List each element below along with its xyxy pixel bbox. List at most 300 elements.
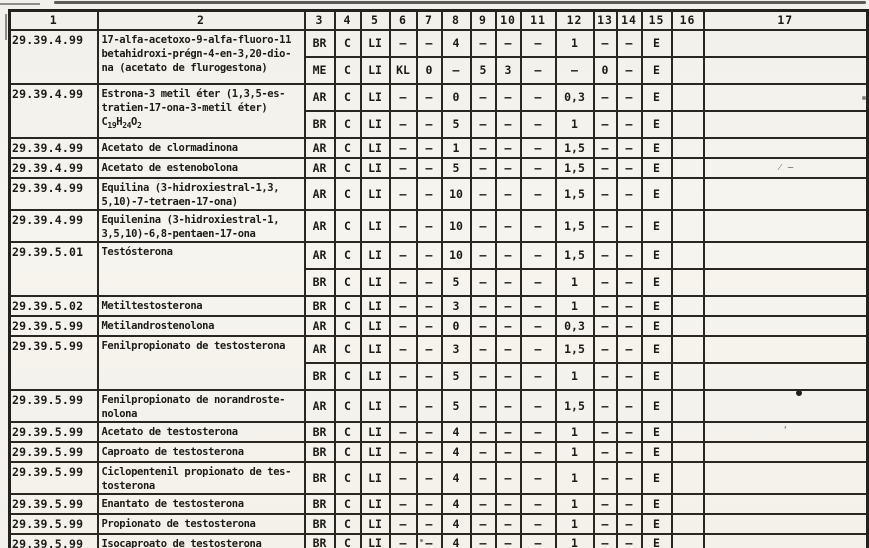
cell-col-3: BR [305, 462, 335, 494]
cell-col-8: 10 [442, 242, 471, 269]
substance-name-line: Metiltestosterona [101, 299, 203, 312]
cell-col-12: 1 [556, 422, 594, 442]
cell-col-13: – [594, 111, 617, 138]
cell-col-17 [704, 442, 868, 462]
cell-col-17 [704, 30, 868, 57]
code-cell: 29.39.4.99 [10, 178, 98, 210]
cell-col-17 [704, 534, 868, 548]
cell-col-11: – [521, 178, 556, 210]
cell-col-4: C [335, 336, 361, 363]
cell-col-14: – [617, 514, 642, 534]
cell-col-11: – [521, 84, 556, 111]
cell-col-17 [704, 316, 868, 336]
code-cell: 29.39.5.99 [10, 390, 98, 422]
cell-col-12: 1,5 [556, 158, 594, 178]
header-col-15: 15 [642, 11, 672, 30]
substance-name-cell [98, 296, 305, 316]
cell-col-5: LI [361, 363, 390, 390]
cell-col-15: E [642, 111, 672, 138]
cell-col-8: 10 [442, 178, 471, 210]
cell-col-15: E [642, 269, 672, 296]
cell-col-7: – [417, 242, 442, 269]
cell-col-13: – [594, 336, 617, 363]
code-cell: 29.39.5.99 [10, 514, 98, 534]
cell-col-9: – [471, 336, 496, 363]
table-header [10, 11, 868, 30]
code-cell: 29.39.5.99 [10, 442, 98, 462]
table-row [10, 514, 868, 534]
substance-name-line: na (acetato de flurogestona) [101, 61, 268, 74]
cell-col-5: LI [361, 494, 390, 514]
cell-col-16 [672, 390, 704, 422]
cell-col-13: – [594, 30, 617, 57]
cell-col-11: – [521, 296, 556, 316]
substance-name-line: nolona [101, 407, 138, 420]
code-cell: 29.39.5.99 [10, 462, 98, 494]
cell-col-13: – [594, 178, 617, 210]
substance-name-cell [98, 178, 305, 210]
cell-col-4: C [335, 138, 361, 158]
cell-col-7: – [417, 336, 442, 363]
cell-col-15: E [642, 494, 672, 514]
cell-col-9: – [471, 390, 496, 422]
cell-col-6: – [390, 494, 417, 514]
substance-name-cell [98, 494, 305, 514]
header-col-5: 5 [361, 11, 390, 30]
cell-col-3: BR [305, 111, 335, 138]
cell-col-8: 10 [442, 210, 471, 242]
cell-col-16 [672, 494, 704, 514]
header-col-17: 17 [704, 11, 868, 30]
cell-col-16 [672, 138, 704, 158]
substance-name-line: Enantato de testosterona [101, 497, 244, 510]
header-col-10: 10 [496, 11, 521, 30]
table-row [10, 462, 868, 494]
cell-col-9: – [471, 30, 496, 57]
cell-col-14: – [617, 422, 642, 442]
table-row [10, 84, 868, 111]
cell-col-11: – [521, 462, 556, 494]
code-cell: 29.39.5.01 [10, 242, 98, 296]
cell-col-17 [704, 269, 868, 296]
cell-col-12: 1,5 [556, 242, 594, 269]
cell-col-15: E [642, 178, 672, 210]
cell-col-8: 4 [442, 442, 471, 462]
cell-col-5: LI [361, 422, 390, 442]
cell-col-6: – [390, 210, 417, 242]
cell-col-14: – [617, 84, 642, 111]
substance-name-line: 17-alfa-acetoxo-9-alfa-fluoro-11 [101, 33, 291, 46]
header-col-13: 13 [594, 11, 617, 30]
substance-name-line: betahidroxi-prégn-4-en-3,20-dio- [101, 47, 291, 60]
cell-col-9: – [471, 296, 496, 316]
cell-col-14: – [617, 57, 642, 84]
cell-col-15: E [642, 336, 672, 363]
cell-col-14: – [617, 462, 642, 494]
cell-col-6: – [390, 178, 417, 210]
table-row [10, 316, 868, 336]
cell-col-13: – [594, 390, 617, 422]
cell-col-13: – [594, 84, 617, 111]
table-row [10, 30, 868, 57]
cell-col-17 [704, 514, 868, 534]
cell-col-7: – [417, 84, 442, 111]
cell-col-16 [672, 210, 704, 242]
cell-col-12: 1 [556, 296, 594, 316]
header-col-9: 9 [471, 11, 496, 30]
cell-col-6: – [390, 296, 417, 316]
cell-col-12: 1 [556, 30, 594, 57]
cell-col-3: AR [305, 178, 335, 210]
code-cell: 29.39.5.99 [10, 336, 98, 390]
cell-col-4: C [335, 442, 361, 462]
cell-col-16 [672, 336, 704, 363]
cell-col-14: – [617, 316, 642, 336]
cell-col-6: – [390, 514, 417, 534]
cell-col-10: – [496, 30, 521, 57]
cell-col-16 [672, 178, 704, 210]
cell-col-9: – [471, 363, 496, 390]
code-cell: 29.39.5.99 [10, 316, 98, 336]
cell-col-10: – [496, 210, 521, 242]
cell-col-3: BR [305, 269, 335, 296]
code-cell: 29.39.4.99 [10, 138, 98, 158]
table-row [10, 210, 868, 242]
cell-col-14: – [617, 442, 642, 462]
cell-col-4: C [335, 111, 361, 138]
table-row [10, 138, 868, 158]
cell-col-14: – [617, 494, 642, 514]
cell-col-17 [704, 210, 868, 242]
cell-col-5: LI [361, 30, 390, 57]
cell-col-6: – [390, 390, 417, 422]
cell-col-10: – [496, 422, 521, 442]
cell-col-5: LI [361, 57, 390, 84]
scan-edge-line [54, 1, 866, 4]
cell-col-16 [672, 30, 704, 57]
table-row [10, 178, 868, 210]
cell-col-9: – [471, 514, 496, 534]
cell-col-7: – [417, 210, 442, 242]
cell-col-14: – [617, 296, 642, 316]
cell-col-9: – [471, 84, 496, 111]
cell-col-11: – [521, 111, 556, 138]
cell-col-3: AR [305, 390, 335, 422]
cell-col-3: BR [305, 30, 335, 57]
cell-col-14: – [617, 390, 642, 422]
cell-col-4: C [335, 210, 361, 242]
substance-name-cell [98, 242, 305, 296]
header-col-14: 14 [617, 11, 642, 30]
cell-col-4: C [335, 269, 361, 296]
cell-col-4: C [335, 514, 361, 534]
cell-col-11: – [521, 442, 556, 462]
cell-col-9: – [471, 316, 496, 336]
cell-col-7: – [417, 422, 442, 442]
cell-col-5: LI [361, 210, 390, 242]
cell-col-8: 1 [442, 138, 471, 158]
cell-col-16 [672, 514, 704, 534]
cell-col-4: C [335, 422, 361, 442]
table-row [10, 534, 868, 548]
cell-col-3: BR [305, 422, 335, 442]
cell-col-7: – [417, 269, 442, 296]
cell-col-9: – [471, 138, 496, 158]
substance-name-line: Testósterona [101, 245, 173, 258]
cell-col-12: 1 [556, 442, 594, 462]
table-row [10, 494, 868, 514]
cell-col-7: 0 [417, 57, 442, 84]
cell-col-14: – [617, 158, 642, 178]
cell-col-13: – [594, 242, 617, 269]
cell-col-17 [704, 178, 868, 210]
header-col-6: 6 [390, 11, 417, 30]
cell-col-13: – [594, 462, 617, 494]
cell-col-5: LI [361, 242, 390, 269]
cell-col-10: – [496, 178, 521, 210]
cell-col-15: E [642, 30, 672, 57]
cell-col-15: E [642, 390, 672, 422]
table-row [10, 158, 868, 178]
cell-col-13: – [594, 514, 617, 534]
cell-col-5: LI [361, 269, 390, 296]
cell-col-6: – [390, 269, 417, 296]
cell-col-12: 1,5 [556, 178, 594, 210]
substance-name-cell [98, 84, 305, 138]
cell-col-12: 1,5 [556, 336, 594, 363]
cell-col-6: – [390, 30, 417, 57]
cell-col-7: – [417, 442, 442, 462]
substance-name-cell [98, 442, 305, 462]
cell-col-10: – [496, 158, 521, 178]
header-col-11: 11 [521, 11, 556, 30]
cell-col-5: LI [361, 514, 390, 534]
cell-col-14: – [617, 534, 642, 548]
cell-col-4: C [335, 84, 361, 111]
cell-col-5: LI [361, 442, 390, 462]
substance-name-cell [98, 534, 305, 548]
header-col-8: 8 [442, 11, 471, 30]
cell-col-15: E [642, 84, 672, 111]
cell-col-7: – [417, 494, 442, 514]
substance-name-line: tosterona [101, 479, 155, 492]
header-col-1: 1 [10, 11, 98, 30]
cell-col-6: – [390, 534, 417, 548]
cell-col-13: – [594, 363, 617, 390]
cell-col-10: – [496, 494, 521, 514]
cell-col-14: – [617, 178, 642, 210]
cell-col-4: C [335, 57, 361, 84]
cell-col-9: 5 [471, 57, 496, 84]
cell-col-15: E [642, 210, 672, 242]
cell-col-14: – [617, 363, 642, 390]
cell-col-17 [704, 296, 868, 316]
cell-col-9: – [471, 158, 496, 178]
cell-col-16 [672, 442, 704, 462]
cell-col-7: – [417, 138, 442, 158]
header-col-7: 7 [417, 11, 442, 30]
cell-col-16 [672, 111, 704, 138]
cell-col-11: – [521, 158, 556, 178]
cell-col-8: 3 [442, 296, 471, 316]
cell-col-8: 0 [442, 316, 471, 336]
substance-name-cell [98, 30, 305, 84]
cell-col-11: – [521, 363, 556, 390]
substance-name-line: Propionato de testosterona [101, 517, 256, 530]
table-row [10, 422, 868, 442]
cell-col-11: – [521, 242, 556, 269]
header-col-2: 2 [98, 11, 305, 30]
cell-col-11: – [521, 534, 556, 548]
cell-col-10: – [496, 336, 521, 363]
cell-col-12: 1,5 [556, 390, 594, 422]
cell-col-15: E [642, 442, 672, 462]
header-row [10, 11, 868, 30]
cell-col-6: – [390, 422, 417, 442]
code-cell: 29.39.5.99 [10, 494, 98, 514]
cell-col-9: – [471, 242, 496, 269]
cell-col-6: – [390, 111, 417, 138]
substance-name-line: Estrona-3 metil éter (1,3,5-es- [101, 87, 286, 100]
substance-name-cell [98, 158, 305, 178]
cell-col-5: LI [361, 158, 390, 178]
cell-col-17: ⁄ ‒ [704, 158, 868, 178]
cell-col-12: 0,3 [556, 84, 594, 111]
cell-col-3: AR [305, 336, 335, 363]
header-col-12: 12 [556, 11, 594, 30]
cell-col-16 [672, 57, 704, 84]
cell-col-9: – [471, 210, 496, 242]
cell-col-4: C [335, 494, 361, 514]
cell-col-5: LI [361, 316, 390, 336]
cell-col-12: 1 [556, 269, 594, 296]
cell-col-10: – [496, 242, 521, 269]
cell-col-8: 5 [442, 158, 471, 178]
cell-col-13: – [594, 534, 617, 548]
substance-name-cell [98, 462, 305, 494]
cell-col-6: – [390, 84, 417, 111]
cell-col-9: – [471, 534, 496, 548]
cell-col-8: 4 [442, 494, 471, 514]
substances-table [8, 9, 869, 548]
cell-col-8: 5 [442, 269, 471, 296]
header-col-3: 3 [305, 11, 335, 30]
cell-col-10: – [496, 84, 521, 111]
cell-col-6: – [390, 363, 417, 390]
cell-col-13: – [594, 296, 617, 316]
cell-col-11: – [521, 138, 556, 158]
cell-col-15: E [642, 242, 672, 269]
cell-col-9: – [471, 111, 496, 138]
cell-col-14: – [617, 336, 642, 363]
cell-col-12: 1,5 [556, 138, 594, 158]
cell-col-6: – [390, 138, 417, 158]
cell-col-16 [672, 422, 704, 442]
cell-col-8: 4 [442, 30, 471, 57]
cell-col-6: KL [390, 57, 417, 84]
cell-col-15: E [642, 296, 672, 316]
cell-col-10: – [496, 316, 521, 336]
substance-name-cell [98, 138, 305, 158]
cell-col-4: C [335, 534, 361, 548]
cell-col-10: – [496, 442, 521, 462]
cell-col-7: – [417, 514, 442, 534]
cell-col-14: – [617, 111, 642, 138]
cell-col-14: – [617, 138, 642, 158]
cell-col-10: – [496, 111, 521, 138]
cell-col-16 [672, 158, 704, 178]
cell-col-13: 0 [594, 57, 617, 84]
cell-col-11: – [521, 210, 556, 242]
substance-name-line: 3,5,10)-6,8-pentaen-17-ona [101, 227, 256, 240]
cell-col-8: 4 [442, 422, 471, 442]
cell-col-5: LI [361, 84, 390, 111]
cell-col-13: – [594, 316, 617, 336]
cell-col-3: AR [305, 138, 335, 158]
cell-col-13: – [594, 210, 617, 242]
cell-col-6: – [390, 158, 417, 178]
substance-name-cell [98, 422, 305, 442]
cell-col-3: BR [305, 514, 335, 534]
cell-col-11: – [521, 336, 556, 363]
cell-col-12: 1 [556, 534, 594, 548]
cell-col-6: – [390, 242, 417, 269]
cell-col-3: BR [305, 363, 335, 390]
cell-col-11: – [521, 422, 556, 442]
cell-col-14: – [617, 242, 642, 269]
substance-name-line: Metilandrostenolona [101, 319, 215, 332]
cell-col-10: – [496, 514, 521, 534]
cell-col-17 [704, 111, 868, 138]
cell-col-9: – [471, 422, 496, 442]
substance-name-line: Caproato de testosterona [101, 445, 244, 458]
cell-col-14: – [617, 30, 642, 57]
table-row [10, 442, 868, 462]
substance-name-line: Acetato de clormadinona [101, 141, 238, 154]
cell-col-11: – [521, 57, 556, 84]
cell-col-8: 4 [442, 534, 471, 548]
cell-col-17 [704, 57, 868, 84]
cell-col-12: 1,5 [556, 210, 594, 242]
cell-col-8: 5 [442, 390, 471, 422]
cell-col-10: – [496, 363, 521, 390]
table-row [10, 242, 868, 269]
cell-col-10: – [496, 138, 521, 158]
cell-col-15: E [642, 514, 672, 534]
substance-name-cell [98, 514, 305, 534]
cell-col-8: – [442, 57, 471, 84]
cell-col-16 [672, 84, 704, 111]
cell-col-15: E [642, 462, 672, 494]
code-cell: 29.39.5.99 [10, 422, 98, 442]
cell-col-16 [672, 363, 704, 390]
cell-col-11: – [521, 494, 556, 514]
cell-col-5: LI [361, 296, 390, 316]
cell-col-7: – [417, 178, 442, 210]
code-cell: 29.39.4.99 [10, 84, 98, 138]
cell-col-3: BR [305, 296, 335, 316]
cell-col-4: C [335, 178, 361, 210]
substance-name-line: Equilenina (3-hidroxiestral-1, [101, 213, 280, 226]
cell-col-4: C [335, 242, 361, 269]
cell-col-13: – [594, 138, 617, 158]
cell-col-7: – [417, 158, 442, 178]
cell-col-10: – [496, 296, 521, 316]
cell-col-12: 1 [556, 494, 594, 514]
cell-col-3: BR [305, 534, 335, 548]
cell-col-7: – [417, 390, 442, 422]
table-row [10, 390, 868, 422]
